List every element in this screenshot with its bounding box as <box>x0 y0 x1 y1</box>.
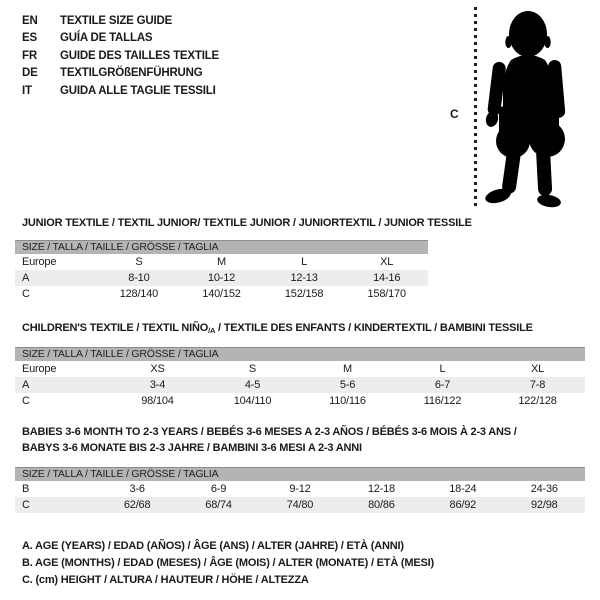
row-label: B <box>22 483 30 495</box>
size-cell: 86/92 <box>449 499 477 511</box>
row-label: A <box>22 272 30 284</box>
section-title-rest: / TEXTILE DES ENFANTS / KINDERTEXTIL / BAMBINI TESSILE <box>215 322 533 334</box>
size-cell: 14-16 <box>373 272 401 284</box>
language-code: ES <box>22 32 37 45</box>
size-cell: 140/152 <box>202 288 241 300</box>
section-title-line1: BABIES 3-6 MONTH TO 2-3 YEARS / BEBÉS 3-6 MESES A 2-3 AÑOS / BÉBÉS 3-6 MOIS À 2-3 ANS / <box>22 426 517 438</box>
size-cell: M <box>343 363 352 375</box>
size-cell: S <box>248 363 257 375</box>
size-cell: 122/128 <box>518 395 557 407</box>
size-cell: 18-24 <box>449 483 477 495</box>
size-header-band: SIZE / TALLA / TAILLE / GRÖSSE / TAGLIA <box>15 241 428 255</box>
size-cell: L <box>301 256 308 268</box>
language-row-fr <box>22 47 219 65</box>
size-cell: 7-8 <box>529 379 546 391</box>
size-cell: XL <box>530 363 545 375</box>
size-cell: 152/158 <box>284 288 324 300</box>
size-cell: XS <box>150 363 165 375</box>
babies-size-table <box>15 467 585 513</box>
language-row-es <box>22 30 219 48</box>
language-title: GUIDE DES TAILLES TEXTILE <box>60 49 219 62</box>
language-row-en <box>22 12 219 30</box>
section-title-subscript: /A <box>208 326 216 335</box>
language-code: FR <box>22 49 37 62</box>
language-title: TEXTILE SIZE GUIDE <box>60 14 173 27</box>
legend-line-c: C. (cm) HEIGHT / ALTURA / HAUTEUR / HÖHE / ALTEZZA <box>22 574 309 586</box>
size-cell: 104/110 <box>233 395 272 407</box>
language-title: TEXTILGRÖßENFÜHRUNG <box>60 67 203 80</box>
size-cell: XL <box>380 256 394 268</box>
size-cell: 24-36 <box>530 483 558 495</box>
size-cell: 3-4 <box>149 379 166 391</box>
section-title-childrens <box>22 320 533 339</box>
size-cell: 9-12 <box>289 483 311 495</box>
row-label: C <box>22 499 30 511</box>
language-row-de <box>22 65 219 83</box>
size-cell: 158/170 <box>367 288 406 300</box>
size-cell: 6-9 <box>210 483 227 495</box>
row-label: A <box>22 379 30 391</box>
table-row-europe <box>15 254 428 270</box>
size-cell: 110/116 <box>329 395 366 407</box>
language-code: IT <box>22 84 32 97</box>
size-cell: 74/80 <box>286 499 314 511</box>
size-header-band: SIZE / TALLA / TAILLE / GRÖSSE / TAGLIA <box>15 348 585 362</box>
table-row-europe <box>15 361 585 377</box>
size-cell: 92/98 <box>531 499 558 511</box>
table-row-age-months <box>15 481 585 497</box>
language-code: DE <box>22 67 38 80</box>
size-cell: 128/140 <box>119 288 159 300</box>
height-label-c: C <box>450 107 459 121</box>
table-row-height <box>15 393 585 409</box>
size-cell: M <box>217 256 226 268</box>
section-title-main: CHILDREN'S TEXTILE / TEXTIL NIÑO <box>22 322 209 334</box>
language-title: GUIDA ALLE TAGLIE TESSILI <box>60 84 216 97</box>
language-list <box>22 12 219 100</box>
legend-line-b: B. AGE (MONTHS) / EDAD (MESES) / ÂGE (MOIS) / ALTER (MONATE) / ETÀ (MESI) <box>22 557 434 569</box>
table-row-height <box>15 286 428 302</box>
section-title-junior: JUNIOR TEXTILE / TEXTIL JUNIOR/ TEXTILE JUNIOR / JUNIORTEXTIL / JUNIOR TESSILE <box>22 217 472 229</box>
size-cell: 6-7 <box>434 379 451 391</box>
legend-line-a: A. AGE (YEARS) / EDAD (AÑOS) / ÂGE (ANS) / ALTER (JAHRE) / ETÀ (ANNI) <box>22 540 404 552</box>
language-code: EN <box>22 14 38 27</box>
size-cell: L <box>439 363 446 375</box>
size-cell: 62/68 <box>123 499 151 511</box>
row-label: C <box>22 288 30 300</box>
size-cell: 8-10 <box>128 272 150 284</box>
row-label: C <box>22 395 30 407</box>
baby-silhouette-icon <box>484 6 570 210</box>
row-label: Europe <box>22 363 57 375</box>
height-measure-dashed-line <box>474 7 477 208</box>
language-row-it <box>22 82 219 100</box>
legend <box>22 538 434 589</box>
size-cell: 98/104 <box>141 395 174 407</box>
size-cell: 80/86 <box>368 499 395 511</box>
size-cell: 12-18 <box>367 483 395 495</box>
row-label: Europe <box>22 256 57 268</box>
table-row-height <box>15 497 585 513</box>
size-cell: 68/74 <box>205 499 232 511</box>
size-cell: 10-12 <box>207 272 236 284</box>
size-header-band: SIZE / TALLA / TAILLE / GRÖSSE / TAGLIA <box>15 468 585 482</box>
table-row-age <box>15 377 585 393</box>
size-cell: 3-6 <box>129 483 145 495</box>
section-title-babies <box>22 424 517 456</box>
size-cell: 12-13 <box>290 272 318 284</box>
section-title-line2: BABYS 3-6 MONATE BIS 2-3 JAHRE / BAMBINI 3-6 MESI A 2-3 ANNI <box>22 442 362 454</box>
language-title: GUÍA DE TALLAS <box>60 32 153 45</box>
size-cell: 5-6 <box>339 379 356 391</box>
size-cell: 116/122 <box>423 395 462 407</box>
table-row-age <box>15 270 428 286</box>
size-cell: S <box>135 256 143 268</box>
childrens-size-table <box>15 347 585 409</box>
junior-size-table <box>15 240 428 302</box>
size-cell: 4-5 <box>244 379 261 391</box>
